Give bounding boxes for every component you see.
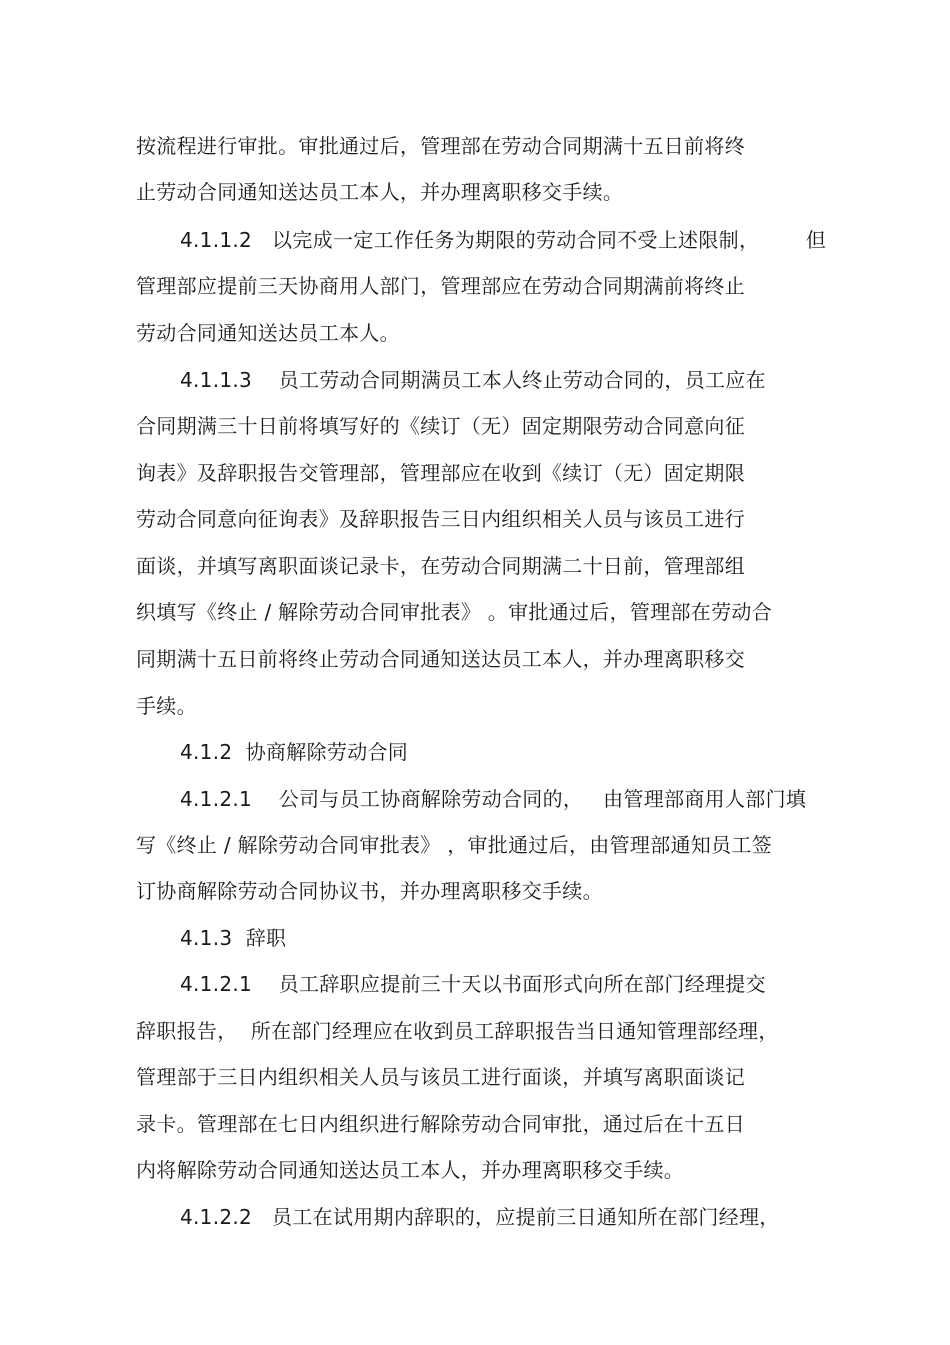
text-line: 劳动合同通知送达员工本人。 — [136, 321, 400, 345]
text-line: 写《终止 / 解除劳动合同审批表》 ，审批通过后，由管理部通知员工签 — [136, 833, 773, 857]
text-line: 询表》及辞职报告交管理部，管理部应在收到《续订（无）固定期限 — [136, 461, 745, 485]
text-line: 面谈，并填写离职面谈记录卡，在劳动合同期满二十日前，管理部组 — [136, 554, 745, 578]
text-line: 止劳动合同通知送达员工本人，并办理离职移交手续。 — [136, 180, 624, 204]
text-line: 织填写《终止 / 解除劳动合同审批表》 。审批通过后，管理部在劳动合 — [136, 600, 773, 624]
text-line: 订协商解除劳动合同协议书，并办理离职移交手续。 — [136, 879, 603, 903]
text-line: 按流程进行审批。审批通过后，管理部在劳动合同期满十五日前将终 — [136, 134, 745, 158]
section-heading-4-1-2: 4.1.2 协商解除劳动合同 — [180, 740, 409, 764]
clause-4-1-2-1: 4.1.2.1 公司与员工协商解除劳动合同的， 由管理部商用人部门填 — [180, 787, 807, 811]
text-line: 同期满十五日前将终止劳动合同通知送达员工本人，并办理离职移交 — [136, 647, 745, 671]
text-line: 录卡。管理部在七日内组织进行解除劳动合同审批，通过后在十五日 — [136, 1112, 745, 1136]
clause-4-1-1-2: 4.1.1.2 以完成一定工作任务为期限的劳动合同不受上述限制， 但 — [180, 228, 827, 252]
text-line: 管理部于三日内组织相关人员与该员工进行面谈，并填写离职面谈记 — [136, 1065, 745, 1089]
clause-4-1-2-1-resign: 4.1.2.1 员工辞职应提前三十天以书面形式向所在部门经理提交 — [180, 972, 766, 996]
text-line: 合同期满三十日前将填写好的《续订（无）固定期限劳动合同意向征 — [136, 414, 745, 438]
section-heading-4-1-3: 4.1.3 辞职 — [180, 926, 287, 950]
clause-4-1-2-2: 4.1.2.2 员工在试用期内辞职的，应提前三日通知所在部门经理， — [180, 1205, 780, 1229]
text-line: 管理部应提前三天协商用人部门，管理部应在劳动合同期满前将终止 — [136, 274, 745, 298]
text-line: 劳动合同意向征询表》及辞职报告三日内组织相关人员与该员工进行 — [136, 507, 745, 531]
text-line: 手续。 — [136, 694, 197, 718]
text-line: 辞职报告， 所在部门经理应在收到员工辞职报告当日通知管理部经理， — [136, 1019, 779, 1043]
text-line: 内将解除劳动合同通知送达员工本人，并办理离职移交手续。 — [136, 1158, 685, 1182]
clause-4-1-1-3: 4.1.1.3 员工劳动合同期满员工本人终止劳动合同的，员工应在 — [180, 368, 766, 392]
